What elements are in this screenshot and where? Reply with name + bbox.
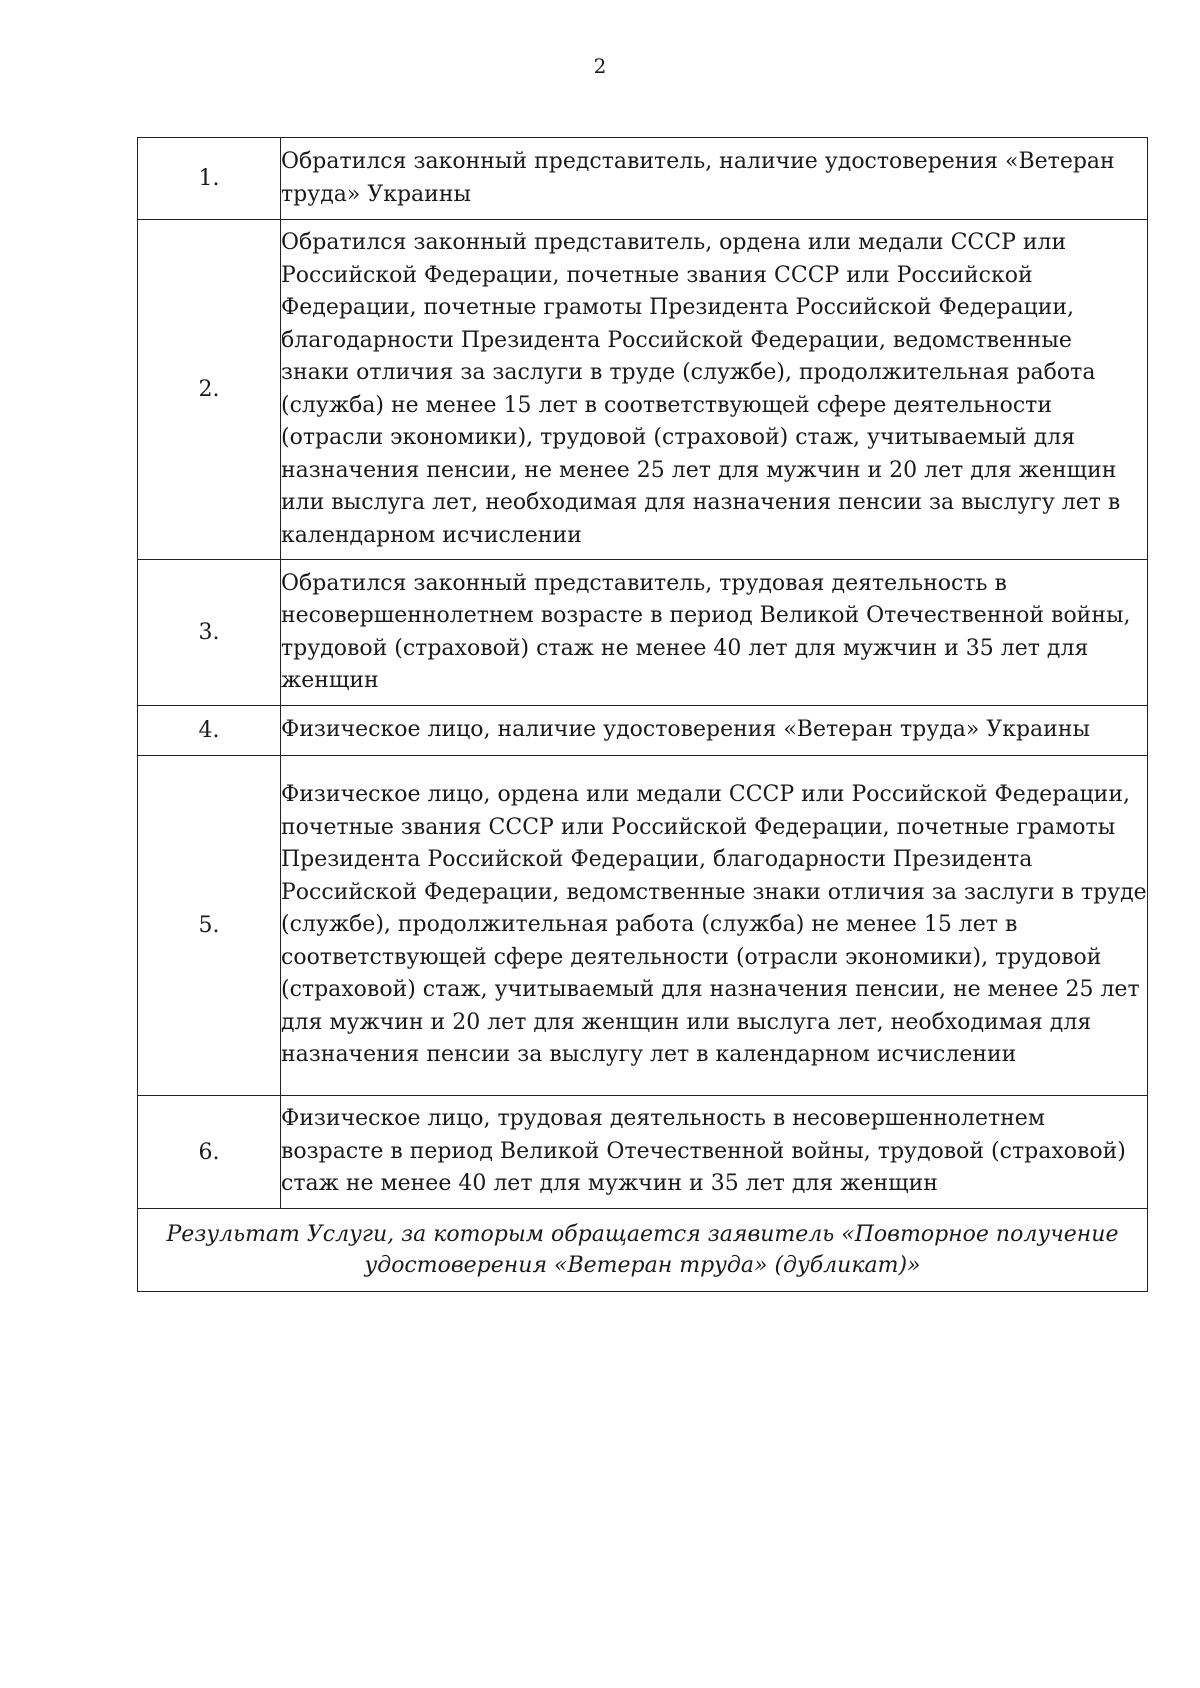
table-row (138, 1096, 1148, 1209)
table-row (138, 756, 1148, 1096)
row-description: Обратился законный представитель, ордена или медали СССР или Российской Федерации, почетные звания СССР или Российской Федерации, почетные грамоты Президента Российской Федерации, благодарности Президента Российской Федерации, ведомственные знаки отличия за заслуги в труде (службе), продолжительная работа (служба) не менее 15 лет в соответствующей сфере деятельности (отрасли экономики), трудовой (страховой) стаж, учитываемый для назначения пенсии, не менее 25 лет для мужчин и 20 лет для женщин или выслуга лет, необходимая для назначения пенсии за выслугу лет в календарном исчислении (281, 220, 1148, 560)
row-number: 5. (138, 756, 281, 1096)
row-number: 3. (138, 560, 281, 706)
table-row (138, 138, 1148, 220)
result-row (138, 1209, 1148, 1292)
row-number: 1. (138, 138, 281, 220)
result-heading: Результат Услуги, за которым обращается заявитель «Повторное получение удостоверения «Ветеран труда» (дубликат)» (138, 1209, 1148, 1292)
row-number: 2. (138, 220, 281, 560)
table-row (138, 706, 1148, 756)
row-number: 4. (138, 706, 281, 756)
row-description: Физическое лицо, наличие удостоверения «Ветеран труда» Украины (281, 706, 1148, 756)
row-description: Обратился законный представитель, наличие удостоверения «Ветеран труда» Украины (281, 138, 1148, 220)
row-number: 6. (138, 1096, 281, 1209)
page-number: 2 (593, 54, 607, 78)
table-row (138, 560, 1148, 706)
variants-table (137, 137, 1148, 1292)
row-description: Обратился законный представитель, трудовая деятельность в несовершеннолетнем возрасте в период Великой Отечественной войны, трудовой (страховой) стаж не менее 40 лет для мужчин и 35 лет для женщин (281, 560, 1148, 706)
row-description: Физическое лицо, трудовая деятельность в несовершеннолетнем возрасте в период Великой Отечественной войны, трудовой (страховой) стаж не менее 40 лет для мужчин и 35 лет для женщин (281, 1096, 1148, 1209)
row-description: Физическое лицо, ордена или медали СССР или Российской Федерации, почетные звания СССР или Российской Федерации, почетные грамоты Президента Российской Федерации, благодарности Президента Российской Федерации, ведомственные знаки отличия за заслуги в труде (службе), продолжительная работа (служба) не менее 15 лет в соответствующей сфере деятельности (отрасли экономики), трудовой (страховой) стаж, учитываемый для назначения пенсии, не менее 25 лет для мужчин и 20 лет для женщин или выслуга лет, необходимая для назначения пенсии за выслугу лет в календарном исчислении (281, 756, 1148, 1096)
table-row (138, 220, 1148, 560)
